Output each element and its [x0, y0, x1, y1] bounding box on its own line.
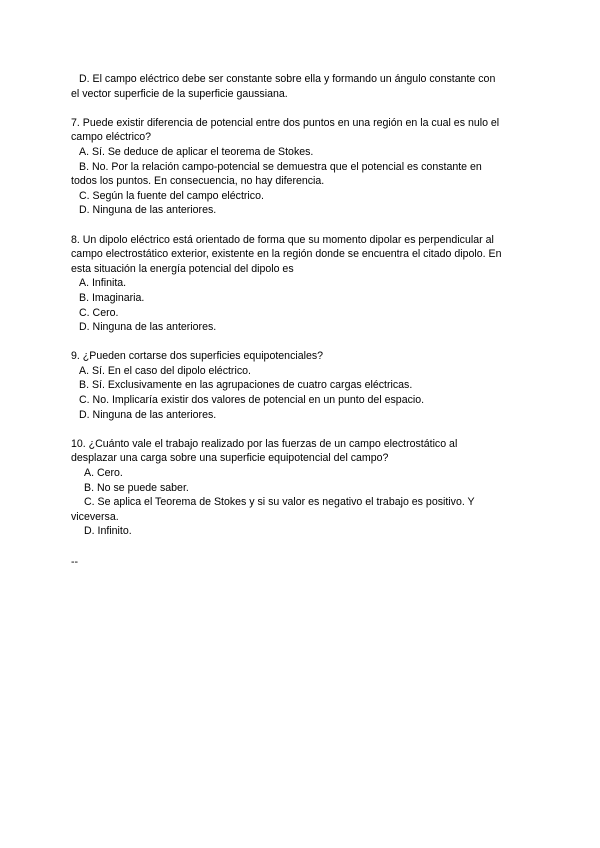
q8-stem-continuation-1: campo electrostático exterior, existente en la región donde se encuentra el citado dipolo. En [71, 248, 502, 261]
q8-stem: 8. Un dipolo eléctrico está orientado de forma que su momento dipolar es perpendicular al [71, 233, 494, 246]
q9-stem: 9. ¿Pueden cortarse dos superficies equipotenciales? [71, 350, 324, 363]
q10-stem: 10. ¿Cuánto vale el trabajo realizado por las fuerzas de un campo electrostático al [71, 437, 458, 450]
q7-stem-continuation: campo eléctrico? [71, 131, 152, 144]
q10-option-a: A. Cero. [84, 467, 123, 480]
q7-stem: 7. Puede existir diferencia de potencial entre dos puntos en una región en la cual es nulo el [71, 116, 500, 129]
question-10 [71, 437, 531, 539]
q10-option-d: D. Infinito. [84, 525, 132, 538]
q9-option-c: C. No. Implicaría existir dos valores de potencial en un punto del espacio. [79, 394, 425, 407]
q7-option-b-continuation: todos los puntos. En consecuencia, no hay diferencia. [71, 175, 325, 188]
q8-option-a: A. Infinita. [79, 277, 127, 290]
q7-option-c: C. Según la fuente del campo eléctrico. [79, 189, 264, 202]
q7-option-d: D. Ninguna de las anteriores. [79, 204, 217, 217]
q10-option-c-continuation: viceversa. [71, 510, 119, 523]
question-8 [71, 233, 531, 335]
question-6-tail [71, 72, 531, 101]
q6-option-d-continuation: el vector superficie de la superficie gaussiana. [71, 87, 288, 100]
q8-stem-continuation-2: esta situación la energía potencial del dipolo es [71, 262, 294, 275]
q7-option-b: B. No. Por la relación campo-potencial se demuestra que el potencial es constante en [79, 160, 482, 173]
q10-option-c: C. Se aplica el Teorema de Stokes y si su valor es negativo el trabajo es positivo. Y [84, 496, 475, 509]
question-7 [71, 116, 531, 218]
q8-option-c: C. Cero. [79, 306, 119, 319]
q8-option-d: D. Ninguna de las anteriores. [79, 321, 217, 334]
q10-option-b: B. No se puede saber. [84, 481, 189, 494]
q6-option-d: D. El campo eléctrico debe ser constante sobre ella y formando un ángulo constante con [79, 73, 496, 85]
question-9 [71, 349, 531, 422]
q9-option-d: D. Ninguna de las anteriores. [79, 408, 217, 421]
q10-stem-continuation: desplazar una carga sobre una superficie equipotencial del campo? [71, 452, 389, 465]
document-content [71, 72, 531, 554]
q8-option-b: B. Imaginaria. [79, 291, 145, 304]
q9-option-b: B. Sí. Exclusivamente en las agrupaciones de cuatro cargas eléctricas. [79, 379, 413, 392]
end-mark: -- [71, 556, 79, 568]
q9-option-a: A. Sí. En el caso del dipolo eléctrico. [79, 364, 251, 377]
q7-option-a: A. Sí. Se deduce de aplicar el teorema de Stokes. [79, 145, 314, 158]
